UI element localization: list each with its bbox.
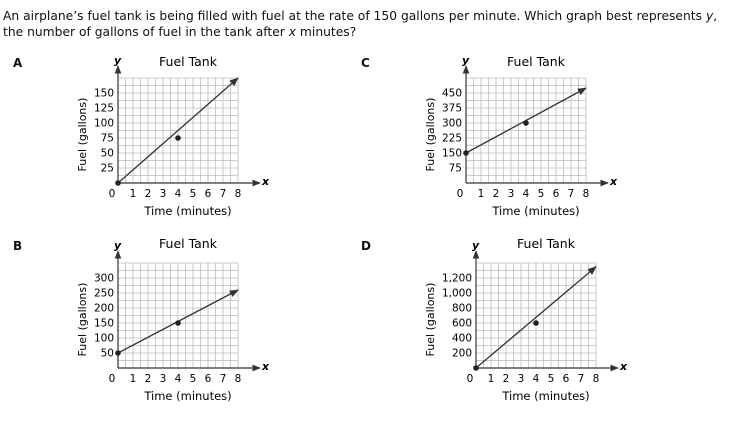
answer-option-a[interactable] xyxy=(10,50,370,240)
y-tick-label: 200 xyxy=(93,302,114,315)
question-x-variable: x xyxy=(288,25,297,39)
y-tick-label: 300 xyxy=(93,272,114,285)
answer-option-d[interactable] xyxy=(358,233,718,423)
data-point xyxy=(533,320,539,326)
y-axis-label: Fuel (gallons) xyxy=(424,97,437,172)
x-tick-label: 3 xyxy=(159,188,167,200)
question-part-3: minutes? xyxy=(296,25,357,39)
y-axis-label: Fuel (gallons) xyxy=(76,97,89,172)
y-tick-label: 25 xyxy=(100,162,114,175)
x-tick-label: 2 xyxy=(502,373,510,385)
y-tick-label: 375 xyxy=(441,102,462,115)
data-point xyxy=(523,120,529,126)
x-tick-label: 2 xyxy=(144,373,152,385)
question-text xyxy=(3,8,731,40)
x-axis-label: Time (minutes) xyxy=(502,389,590,403)
x-axis-letter: x xyxy=(620,360,628,373)
data-point xyxy=(175,135,181,141)
x-tick-label: 2 xyxy=(144,188,152,200)
y-tick-label: 1,000 xyxy=(441,287,472,300)
x-axis-label: Time (minutes) xyxy=(144,389,232,403)
x-axis-letter: x xyxy=(262,175,270,188)
y-tick-label: 150 xyxy=(93,317,114,330)
x-tick-label: 5 xyxy=(189,373,197,385)
y-tick-label: 200 xyxy=(451,347,472,360)
x-tick-label: 8 xyxy=(582,188,590,200)
option-letter: B xyxy=(13,239,23,253)
x-tick-label: 8 xyxy=(234,188,242,200)
x-tick-label: 6 xyxy=(562,373,570,385)
x-tick-label: 1 xyxy=(129,373,137,385)
x-tick-label: 1 xyxy=(477,188,485,200)
data-point xyxy=(115,180,121,186)
origin-label: 0 xyxy=(108,188,116,200)
y-tick-label: 450 xyxy=(441,87,462,100)
y-tick-label: 400 xyxy=(451,332,472,345)
y-axis-letter: y xyxy=(472,239,480,252)
chart-title: Fuel Tank xyxy=(159,236,217,251)
origin-label: 0 xyxy=(456,188,464,200)
x-tick-label: 3 xyxy=(159,373,167,385)
data-point xyxy=(473,365,479,371)
option-letter: D xyxy=(361,239,371,253)
y-tick-label: 50 xyxy=(100,147,114,160)
option-letter: A xyxy=(13,56,23,70)
data-point xyxy=(115,350,121,356)
y-axis-label: Fuel (gallons) xyxy=(424,282,437,357)
y-axis-letter: y xyxy=(114,239,122,252)
chart-title: Fuel Tank xyxy=(517,236,575,251)
x-tick-label: 6 xyxy=(204,373,212,385)
x-tick-label: 8 xyxy=(592,373,600,385)
y-tick-label: 1,200 xyxy=(441,272,472,285)
chart-title: Fuel Tank xyxy=(507,54,565,69)
x-tick-label: 4 xyxy=(174,188,182,200)
x-tick-label: 3 xyxy=(517,373,525,385)
data-point xyxy=(463,150,469,156)
y-tick-label: 800 xyxy=(451,302,472,315)
grid xyxy=(466,78,586,183)
x-tick-label: 6 xyxy=(204,188,212,200)
x-axis-letter: x xyxy=(610,175,618,188)
x-axis-label: Time (minutes) xyxy=(492,204,580,218)
y-tick-label: 100 xyxy=(93,332,114,345)
x-tick-label: 7 xyxy=(577,373,585,385)
y-axis-label: Fuel (gallons) xyxy=(76,282,89,357)
x-tick-label: 2 xyxy=(492,188,500,200)
origin-label: 0 xyxy=(466,373,474,385)
y-axis-letter: y xyxy=(462,54,470,67)
question-part-1: An airplane’s fuel tank is being filled with fuel at the rate of 150 gallons per minute. Which graph best represents xyxy=(3,9,703,23)
chart-svg xyxy=(358,233,718,423)
answer-option-b[interactable] xyxy=(10,233,370,423)
grid xyxy=(118,263,238,368)
x-tick-label: 7 xyxy=(219,373,227,385)
y-tick-label: 150 xyxy=(441,147,462,160)
y-tick-label: 150 xyxy=(93,87,114,100)
y-tick-label: 125 xyxy=(93,102,114,115)
x-tick-label: 8 xyxy=(234,373,242,385)
x-tick-label: 1 xyxy=(487,373,495,385)
chart-svg xyxy=(10,50,370,240)
chart-title: Fuel Tank xyxy=(159,54,217,69)
x-tick-label: 4 xyxy=(174,373,182,385)
x-tick-label: 7 xyxy=(567,188,575,200)
y-tick-label: 600 xyxy=(451,317,472,330)
y-tick-label: 50 xyxy=(100,347,114,360)
option-letter: C xyxy=(361,56,370,70)
y-tick-label: 75 xyxy=(100,132,114,145)
answer-option-c[interactable] xyxy=(358,50,718,240)
x-tick-label: 4 xyxy=(532,373,540,385)
x-tick-label: 7 xyxy=(219,188,227,200)
y-tick-label: 75 xyxy=(448,162,462,175)
x-tick-label: 5 xyxy=(189,188,197,200)
y-tick-label: 250 xyxy=(93,287,114,300)
origin-label: 0 xyxy=(108,373,116,385)
x-axis-label: Time (minutes) xyxy=(144,204,232,218)
x-tick-label: 4 xyxy=(522,188,530,200)
y-axis-letter: y xyxy=(114,54,122,67)
question-y-variable: y xyxy=(705,9,714,23)
x-tick-label: 5 xyxy=(547,373,555,385)
x-tick-label: 3 xyxy=(507,188,515,200)
y-tick-label: 100 xyxy=(93,117,114,130)
x-tick-label: 6 xyxy=(552,188,560,200)
chart-svg xyxy=(10,233,370,423)
y-tick-label: 225 xyxy=(441,132,462,145)
x-axis-letter: x xyxy=(262,360,270,373)
data-point xyxy=(175,320,181,326)
question-part-2: , the number of gallons of fuel in the tank after xyxy=(3,9,718,39)
chart-svg xyxy=(358,50,718,240)
x-tick-label: 5 xyxy=(537,188,545,200)
y-tick-label: 300 xyxy=(441,117,462,130)
x-tick-label: 1 xyxy=(129,188,137,200)
